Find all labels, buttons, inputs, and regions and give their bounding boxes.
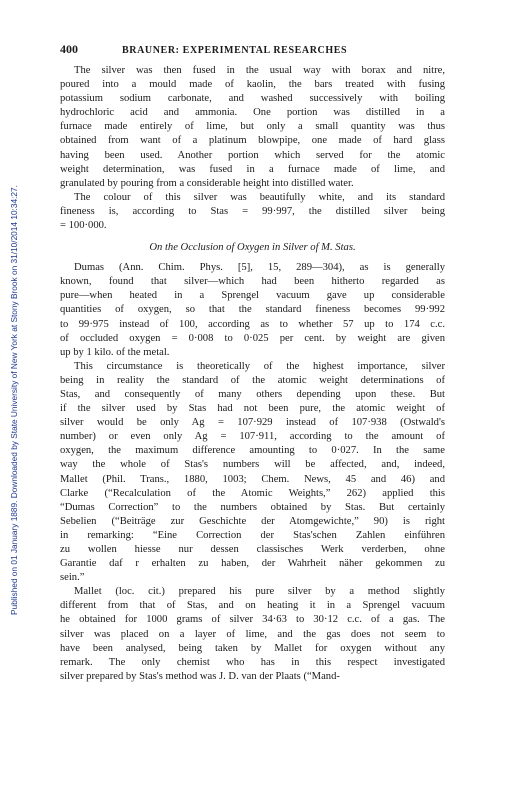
text-line: Garantie daf r erhalten zu haben, der Wahrheit näher gekommen zu — [60, 558, 445, 570]
page-number: 400 — [60, 42, 78, 56]
section-heading: On the Occlusion of Oxygen in Silver of M. Stas. — [149, 242, 356, 254]
text-line: sein.” — [60, 572, 85, 584]
page — [60, 42, 445, 684]
running-head — [60, 42, 445, 64]
paragraph — [60, 360, 445, 586]
text-line: zu wollen hiesse nur dessen classisches Werk verderben, ohne — [60, 544, 445, 555]
text-line: of occluded oxygen = 0·008 to 0·025 per cent. by weight are given — [60, 332, 445, 344]
text-line: pure—when heated in a Sprengel vacuum gave up considerable — [60, 290, 445, 302]
text-line: The colour of this silver was beautifully white, and its standard — [74, 191, 445, 203]
text-line: “Dumas Correction” to the numbers obtained by Stas. But certainly — [60, 501, 445, 513]
text-line: silver would be only Ag = 107·929 instead of 107·938 (Ostwald's — [60, 417, 445, 429]
text-line: he obtained for 1000 grams of silver 34·63 to 30·12 c.c. of a gas. The — [60, 614, 445, 626]
text-line: oxygen, the maximum difference amounting to 0·027. In the same — [60, 445, 445, 457]
text-line: Mallet (loc. cit.) prepared his pure silver by a method slightly — [74, 586, 445, 598]
text-block-top — [60, 64, 445, 233]
text-line: Mallet (Phil. Trans., 1880, 1003; Chem. News, 45 and 46) and — [60, 473, 445, 485]
text-line: weight determination, was fused in a furnace made of lime, and — [60, 163, 445, 175]
paragraph — [60, 585, 445, 684]
text-line: This circumstance is theoretically of the highest importance, silver — [74, 360, 445, 372]
running-title: BRAUNER: EXPERIMENTAL RESEARCHES — [122, 45, 348, 56]
text-line: Clarke (“Recalculation of the Atomic Weights,” 262) applied this — [60, 487, 445, 499]
text-line: being in reality the standard of the atomic weight determinations of — [60, 374, 445, 386]
text-line: in remarking: “Eine Correction der Stas'schen Zahlen einführen — [60, 529, 445, 541]
text-line: Sebelien (“Beiträge zur Geschichte der Atomgewichte,” 90) is right — [60, 515, 445, 527]
paragraph — [60, 64, 445, 191]
text-line: remark. The only chemist who has in this respect investigated — [60, 656, 445, 668]
download-watermark — [0, 0, 18, 793]
text-line: poured into a mould made of kaolin, the bars treated with fusing — [60, 79, 445, 91]
paragraph — [60, 261, 445, 360]
text-line: fineness is, according to Stas = 99·997, the distilled silver being — [60, 205, 445, 217]
text-line: have been analysed, being taken by Mallet for oxygen without any — [60, 642, 445, 654]
text-line: potassium sodium carbonate, and washed successively with boiling — [60, 93, 445, 105]
text-line: up by 1 kilo. of the metal. — [60, 346, 170, 358]
text-line: quantities of oxygen, so that the standard fineness becomes 99·992 — [60, 304, 445, 316]
text-line: silver was placed on a layer of lime, and the gas does not seem to — [60, 628, 445, 640]
download-watermark-text: Published on 01 January 1889. Downloaded by State University of New York at Stony Brook on 31/10/2014 10:34:27. — [9, 185, 19, 615]
text-line: The silver was then fused in the usual way with borax and nitre, — [74, 65, 445, 76]
text-line: different from that of Stas, and on heating it in a Sprengel vacuum — [60, 600, 445, 612]
text-line: way the whole of Stas's numbers will be affected, and, indeed, — [60, 459, 445, 471]
text-line: if the silver used by Stas had not been pure, the atomic weight of — [60, 403, 445, 415]
text-line: granulated by pouring from a considerable height into distilled water. — [60, 177, 354, 189]
text-line: known, found that silver—which had been hitherto regarded as — [60, 276, 445, 288]
text-line: furnace made entirely of lime, but only a small quantity was thus — [60, 121, 445, 133]
text-line: to 99·975 instead of 100, according as to whether 57 up to 174 c.c. — [60, 318, 445, 330]
text-line: Stas, and consequently of many others depending upon these. But — [60, 388, 445, 400]
text-line: = 100·000. — [60, 220, 107, 232]
text-line: Dumas (Ann. Chim. Phys. [5], 15, 289—304), as is generally — [74, 262, 445, 274]
text-line: silver prepared by Stas's method was J. D. van der Plaats (“Mand- — [60, 670, 340, 682]
text-line: obtained from want of a platinum blowpipe, one made of hard glass — [60, 135, 445, 147]
text-line: having been used. Another portion which served for the atomic — [60, 149, 445, 161]
text-line: hydrochloric acid and ammonia. One portion was distilled in a — [60, 107, 445, 119]
text-line: number) or even only Ag = 107·911, according to the amount of — [60, 431, 445, 443]
text-block-bottom — [60, 261, 445, 684]
paragraph — [60, 191, 445, 233]
